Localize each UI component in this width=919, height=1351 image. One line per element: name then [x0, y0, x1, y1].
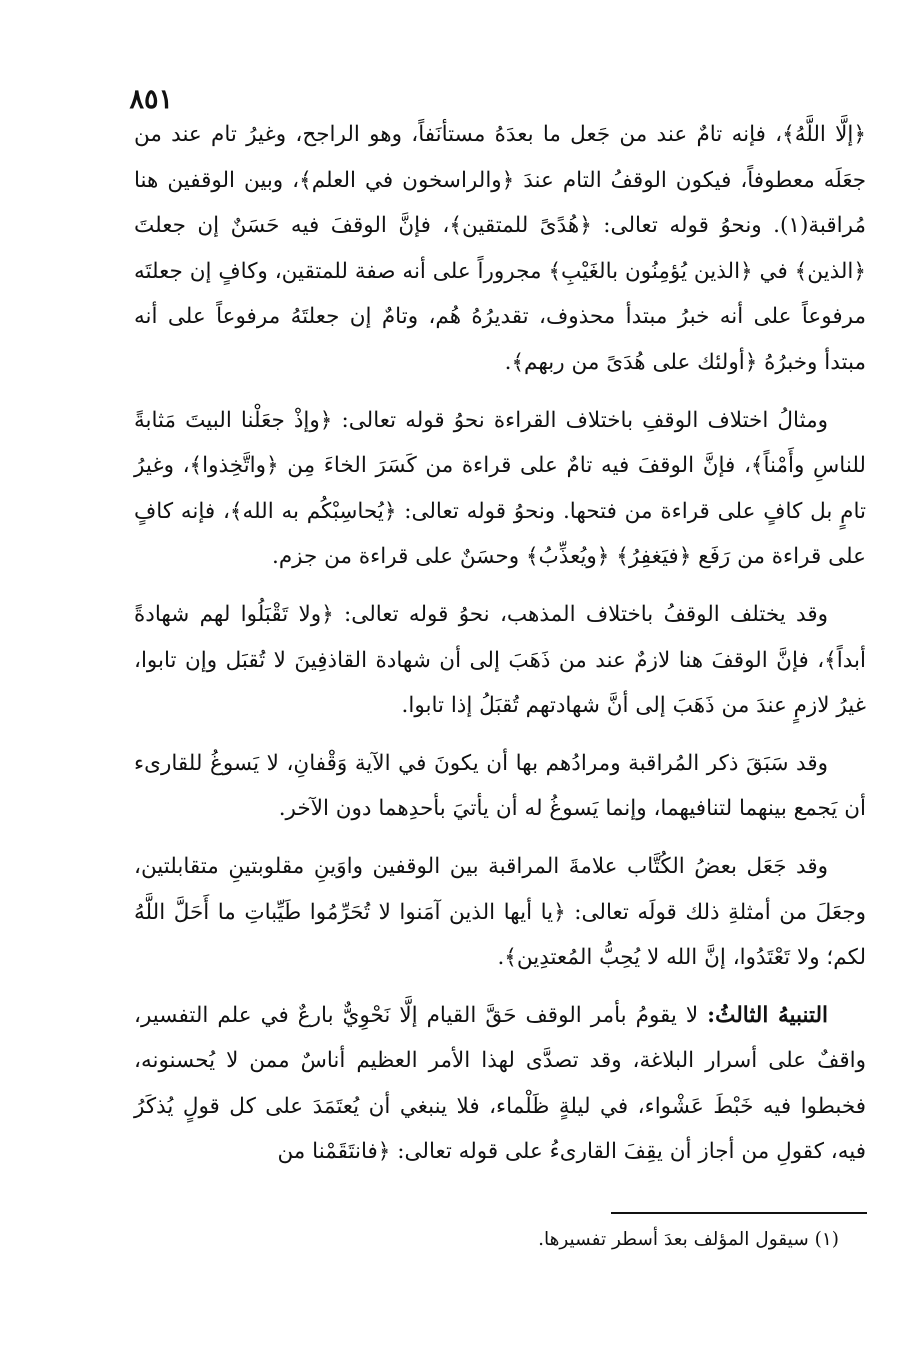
section-heading: التنبيهُ الثالثُ:: [707, 1002, 828, 1028]
main-text: [134, 112, 866, 1187]
paragraph-4: وقد سَبَقَ ذكر المُراقبة ومرادُهم بها أن يكونَ في الآية وَقْفانِ، لا يَسوغُ للقارىء أن يَجمع بينهما لتنافيهما، وإنما يَسوغُ له أن يأتيَ بأحدِهما دون الآخر.: [134, 750, 866, 822]
paragraph-5: وقد جَعَل بعضُ الكُتَّاب علامةَ المراقبة بين الوقفين واوَينِ مقلوبتينِ متقابلتين، وجعَلَ من أمثلةِ ذلك قولَه تعالى: ﴿يا أيها الذين آمَنوا لا تُحَرِّمُوا طَيِّباتِ ما أَحَلَّ اللَّهُ لكم؛ ولا تَعْتَدُوا، إنَّ الله لا يُحِبُّ المُعتدِين﴾.: [134, 853, 866, 971]
paragraph-2: ومثالُ اختلاف الوقفِ باختلاف القراءة نحوُ قوله تعالى: ﴿وإذْ جعَلْنا البيتَ مَثابةً للناسِ وأَمْناً﴾، فإنَّ الوقفَ فيه تامٌ على قراءة من كَسَرَ الخاءَ مِن ﴿واتَّخِذوا﴾، وغيرُ تامٍ بل كافٍ على قراءة من فتحها. ونحوُ قوله تعالى: ﴿يُحاسِبْكُم به الله﴾، فإنه كافٍ على قراءة من رَفَع ﴿فيَغفِرُ﴾ ﴿ويُعذِّبُ﴾ وحسَنٌ على قراءة من جزم.: [134, 407, 866, 570]
page-number: ٨٥١: [129, 84, 173, 115]
paragraph-6: [134, 993, 866, 1175]
paragraph-3: وقد يختلف الوقفُ باختلاف المذهب، نحوُ قوله تعالى: ﴿ولا تَقْبَلُوا لهم شهادةً أبداً﴾، فإنَّ الوقفَ هنا لازمٌ عند من ذَهَبَ إلى أن شهادة القاذفِينَ لا تُقبَل وإن تابوا، غيرُ لازمٍ عندَ من ذَهَبَ إلى أنَّ شهادتهم تُقبَلُ إذا تابوا.: [134, 601, 866, 719]
footnote: (١) سيقول المؤلف بعدَ أسطر تفسيرها.: [538, 1229, 839, 1250]
footnote-divider: [611, 1212, 867, 1214]
paragraph-1: ﴿إلَّا اللَّهُ﴾، فإنه تامٌ عند من جَعل ما بعدَهُ مستأنَفاً، وهو الراجح، وغيرُ تام عند من جعَلَه معطوفاً، فيكون الوقفُ التام عندَ ﴿والراسخون في العلم﴾، وبين الوقفين هنا مُراقبة(١). ونحوُ قوله تعالى: ﴿هُدًىً للمتقين﴾، فإنَّ الوقفَ فيه حَسَنٌ إن جعلتَ ﴿الذين﴾ في ﴿الذين يُؤمِنُون بالغَيْبِ﴾ مجروراً على أنه صفة للمتقين، وكافٍ إن جعلتَه مرفوعاً على أنه خبرُ مبتدأ محذوف، تقديرُهُ هُم، وتامٌ إن جعلتَهُ مرفوعاً على أنه مبتدأ وخبرُهُ ﴿أولئك على هُدَىً من ربهم﴾.: [134, 122, 866, 375]
paragraph-6-text: لا يقومُ بأمر الوقف حَقَّ القيام إلَّا نَحْوِيٌّ بارعٌ في علم التفسير، واقفٌ على أسرار البلاغة، وقد تصدَّى لهذا الأمر العظيم أناسٌ ممن لا يُحسنونه، فخبطوا فيه خَبْطَ عَشْواء، في ليلةٍ ظَلْماء، فلا ينبغي أن يُعتَمَدَ على كل قولٍ يُذكَرُ فيه، كقولِ من أجاز أن يقِفَ القارىءُ على قوله تعالى: ﴿فانتَقَمْنا من: [134, 1002, 866, 1165]
